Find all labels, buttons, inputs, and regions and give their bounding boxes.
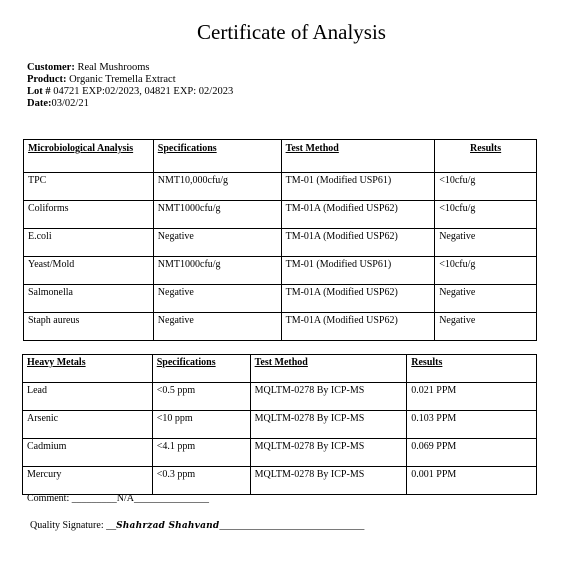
signature-line — [30, 520, 364, 531]
table-cell: TM-01A (Modified USP62) — [281, 229, 435, 257]
lot-label: Lot # — [27, 86, 51, 97]
header-microbiological-analysis: Microbiological Analysis — [28, 143, 134, 154]
table-cell: 0.001 PPM — [407, 467, 537, 495]
table-cell: 0.069 PPM — [407, 439, 537, 467]
table-row — [24, 313, 537, 341]
table-cell: TPC — [24, 173, 154, 201]
heavy-metals-table — [22, 354, 537, 495]
customer-value: Real Mushrooms — [77, 62, 150, 73]
table-cell: Negative — [435, 229, 537, 257]
table-cell: <10cfu/g — [435, 201, 537, 229]
table-cell: <0.5 ppm — [152, 383, 250, 411]
table-cell: Arsenic — [23, 411, 153, 439]
product-label: Product: — [27, 74, 67, 85]
table-cell: NMT1000cfu/g — [153, 257, 281, 285]
table-cell: Yeast/Mold — [24, 257, 154, 285]
table-cell: TM-01 (Modified USP61) — [281, 257, 435, 285]
table-cell: MQLTM-0278 By ICP-MS — [250, 467, 407, 495]
table-cell: TM-01A (Modified USP62) — [281, 201, 435, 229]
table-cell: <10cfu/g — [435, 173, 537, 201]
table-header-row — [23, 355, 537, 383]
table-cell: Negative — [153, 313, 281, 341]
lot-value: 04721 EXP:02/2023, 04821 EXP: 02/2023 — [53, 86, 234, 97]
table-cell: <10 ppm — [152, 411, 250, 439]
table-cell: Negative — [153, 285, 281, 313]
signature-name: Shahrzad Shahvand — [116, 521, 220, 531]
table-row — [24, 173, 537, 201]
table-cell: E.coli — [24, 229, 154, 257]
comment-line: Comment: _________N/A_______________ — [27, 493, 209, 504]
header-specifications: Specifications — [157, 143, 217, 154]
table-cell: 0.021 PPM — [407, 383, 537, 411]
product-value: Organic Tremella Extract — [69, 74, 176, 85]
table-cell: <4.1 ppm — [152, 439, 250, 467]
signature-underline: _____________________________ — [219, 520, 365, 531]
table-row — [24, 229, 537, 257]
table-row — [23, 411, 537, 439]
table-cell: <0.3 ppm — [152, 467, 250, 495]
header-test-method: Test Method — [285, 143, 339, 154]
header-results: Results — [411, 357, 443, 368]
table-cell: NMT10,000cfu/g — [153, 173, 281, 201]
table-cell: Negative — [435, 285, 537, 313]
table-row — [24, 201, 537, 229]
document-title: Certificate of Analysis — [197, 20, 386, 44]
table-cell: MQLTM-0278 By ICP-MS — [250, 439, 407, 467]
table-cell: TM-01 (Modified USP61) — [281, 173, 435, 201]
signature-label: Quality Signature: __ — [30, 520, 117, 531]
table-cell: Salmonella — [24, 285, 154, 313]
table-cell: Cadmium — [23, 439, 153, 467]
header-results: Results — [470, 143, 502, 154]
table-cell: TM-01A (Modified USP62) — [281, 285, 435, 313]
table-cell: MQLTM-0278 By ICP-MS — [250, 411, 407, 439]
table-row — [24, 285, 537, 313]
header-heavy-metals: Heavy Metals — [27, 357, 86, 368]
date-value: 03/02/21 — [51, 98, 89, 109]
header-specifications: Specifications — [156, 357, 216, 368]
table-cell: Negative — [435, 313, 537, 341]
table-cell: MQLTM-0278 By ICP-MS — [250, 383, 407, 411]
header-test-method: Test Method — [254, 357, 308, 368]
table-cell: Lead — [23, 383, 153, 411]
table-header-row — [24, 140, 537, 173]
table-row — [23, 439, 537, 467]
table-cell: Mercury — [23, 467, 153, 495]
date-label: Date: — [27, 98, 52, 109]
table-row — [24, 257, 537, 285]
date-line — [27, 97, 89, 110]
table-cell: 0.103 PPM — [407, 411, 537, 439]
customer-label: Customer: — [27, 62, 75, 73]
table-cell: Negative — [153, 229, 281, 257]
table-cell: <10cfu/g — [435, 257, 537, 285]
table-cell: TM-01A (Modified USP62) — [281, 313, 435, 341]
table-row — [23, 467, 537, 495]
table-row — [23, 383, 537, 411]
table-cell: Coliforms — [24, 201, 154, 229]
table-cell: NMT1000cfu/g — [153, 201, 281, 229]
microbiological-table — [23, 139, 537, 341]
table-cell: Staph aureus — [24, 313, 154, 341]
